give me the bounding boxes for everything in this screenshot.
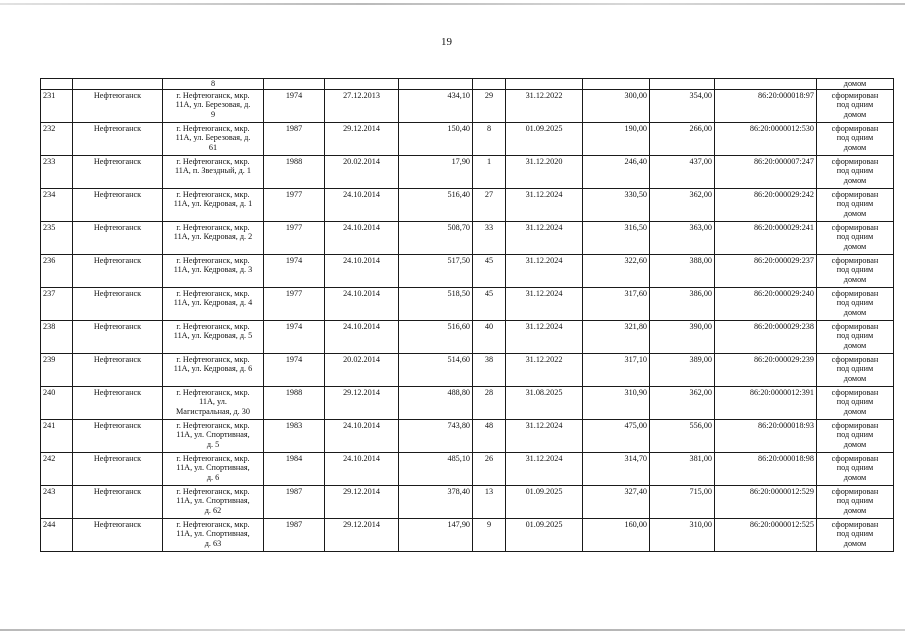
row-number: 244	[41, 518, 73, 551]
address-line: Магистральная, д. 30	[176, 406, 250, 416]
row-number: 233	[41, 155, 73, 188]
address-line: г. Нефтеюганск, мкр.	[176, 453, 250, 463]
max-cost-value: 390,00	[650, 320, 715, 353]
row-number: 234	[41, 188, 73, 221]
area-value: 434,10	[399, 89, 473, 122]
land-note-line: под одним	[836, 463, 874, 473]
cell-empty	[399, 79, 473, 90]
build-year: 1988	[264, 386, 325, 419]
land-note-line: домом	[843, 175, 867, 185]
max-cost-value: 362,00	[650, 386, 715, 419]
city-name: Нефтеюганск	[73, 353, 163, 386]
area-value: 518,50	[399, 287, 473, 320]
cadastral-number: 86:20:0000012:529	[715, 485, 817, 518]
build-year: 1988	[264, 155, 325, 188]
address-line: 11А, ул. Кедровая, д. 4	[173, 298, 253, 308]
build-year: 1977	[264, 188, 325, 221]
table-row	[41, 155, 894, 188]
address-line: д. 5	[206, 439, 220, 449]
cost-value: 322,60	[583, 254, 650, 287]
cadastral-number: 86:20:000007:247	[715, 155, 817, 188]
registry-body	[41, 79, 894, 552]
land-note	[817, 254, 894, 287]
build-year: 1987	[264, 518, 325, 551]
build-year: 1977	[264, 287, 325, 320]
land-note-line: под одним	[836, 364, 874, 374]
city-name: Нефтеюганск	[73, 386, 163, 419]
cadastral-number: 86:20:0000012:530	[715, 122, 817, 155]
cost-value: 190,00	[583, 122, 650, 155]
resident-count: 48	[473, 419, 506, 452]
build-year: 1984	[264, 452, 325, 485]
resident-count: 26	[473, 452, 506, 485]
row-number: 236	[41, 254, 73, 287]
address	[163, 386, 264, 419]
land-note-line: домом	[843, 274, 867, 284]
record-date: 24.10.2014	[325, 320, 399, 353]
address	[163, 188, 264, 221]
area-value: 485,10	[399, 452, 473, 485]
land-note-line: домом	[843, 538, 867, 548]
resident-count: 27	[473, 188, 506, 221]
page-number: 19	[441, 36, 452, 48]
area-value: 516,40	[399, 188, 473, 221]
address-line: 11А, ул.	[199, 397, 227, 407]
area-value: 514,60	[399, 353, 473, 386]
table-row	[41, 320, 894, 353]
row-number: 242	[41, 452, 73, 485]
address-line: г. Нефтеюганск, мкр.	[176, 420, 250, 430]
build-year: 1987	[264, 485, 325, 518]
record-date: 29.12.2014	[325, 518, 399, 551]
address-line: г. Нефтеюганск, мкр.	[176, 288, 250, 298]
land-note-line: домом	[843, 241, 867, 251]
max-cost-value: 715,00	[650, 485, 715, 518]
address-line: 11А, п. Звездный, д. 1	[175, 166, 251, 176]
record-date: 24.10.2014	[325, 452, 399, 485]
address-line: 11А, ул. Кедровая, д. 5	[173, 331, 253, 341]
cadastral-number: 86:20:000029:238	[715, 320, 817, 353]
land-note-line: сформирован	[831, 420, 879, 430]
land-note-line: домом	[843, 109, 867, 119]
city-name: Нефтеюганск	[73, 221, 163, 254]
address-line: 11А, ул. Березовая, д.	[175, 133, 251, 143]
cost-value: 316,50	[583, 221, 650, 254]
land-note-line: домом	[843, 142, 867, 152]
land-note-line: домом	[843, 307, 867, 317]
address	[163, 287, 264, 320]
land-note-line: домом	[843, 406, 867, 416]
address-line: д. 63	[204, 538, 222, 548]
city-name: Нефтеюганск	[73, 518, 163, 551]
land-note-line: под одним	[836, 529, 874, 539]
plan-date: 01.09.2025	[506, 518, 583, 551]
table-row	[41, 452, 894, 485]
land-note-line: сформирован	[831, 387, 879, 397]
resident-count: 40	[473, 320, 506, 353]
address-line: 11А, ул. Березовая, д.	[175, 100, 251, 110]
address	[163, 353, 264, 386]
record-date: 24.10.2014	[325, 188, 399, 221]
max-cost-value: 266,00	[650, 122, 715, 155]
max-cost-value: 354,00	[650, 89, 715, 122]
resident-count: 13	[473, 485, 506, 518]
address-line: 61	[208, 142, 218, 152]
address	[163, 89, 264, 122]
record-date: 29.12.2014	[325, 386, 399, 419]
cost-value: 300,00	[583, 89, 650, 122]
record-date: 20.02.2014	[325, 353, 399, 386]
build-year: 1983	[264, 419, 325, 452]
city-name: Нефтеюганск	[73, 452, 163, 485]
land-note-line: домом	[843, 208, 867, 218]
cost-value: 327,40	[583, 485, 650, 518]
area-value: 517,50	[399, 254, 473, 287]
address-line: 11А, ул. Спортивная,	[176, 430, 250, 440]
land-note-line: под одним	[836, 331, 874, 341]
table-row	[41, 353, 894, 386]
cadastral-number: 86:20:0000012:391	[715, 386, 817, 419]
address-line: д. 62	[204, 505, 222, 515]
plan-date: 31.12.2024	[506, 254, 583, 287]
plan-date: 01.09.2025	[506, 485, 583, 518]
address-line: г. Нефтеюганск, мкр.	[176, 123, 250, 133]
area-value: 488,80	[399, 386, 473, 419]
address	[163, 518, 264, 551]
land-note	[817, 155, 894, 188]
cost-value: 330,50	[583, 188, 650, 221]
max-cost-value: 437,00	[650, 155, 715, 188]
address-line: г. Нефтеюганск, мкр.	[176, 519, 250, 529]
plan-date: 31.12.2024	[506, 287, 583, 320]
record-date: 24.10.2014	[325, 221, 399, 254]
table-row	[41, 386, 894, 419]
row-number: 232	[41, 122, 73, 155]
record-date: 29.12.2014	[325, 485, 399, 518]
max-cost-value: 362,00	[650, 188, 715, 221]
plan-date: 31.12.2024	[506, 320, 583, 353]
land-note-line: сформирован	[831, 222, 879, 232]
continuation-row	[41, 79, 894, 90]
table-row	[41, 419, 894, 452]
city-name: Нефтеюганск	[73, 485, 163, 518]
row-number: 231	[41, 89, 73, 122]
housing-registry-table	[40, 78, 894, 552]
area-value: 508,70	[399, 221, 473, 254]
cell-empty	[583, 79, 650, 90]
land-note	[817, 320, 894, 353]
max-cost-value: 556,00	[650, 419, 715, 452]
cost-value: 321,80	[583, 320, 650, 353]
plan-date: 31.12.2024	[506, 188, 583, 221]
cadastral-number: 86:20:000018:97	[715, 89, 817, 122]
land-note-line: под одним	[836, 298, 874, 308]
max-cost-value: 310,00	[650, 518, 715, 551]
table-row	[41, 254, 894, 287]
land-note-line: сформирован	[831, 156, 879, 166]
scan-bottom-edge	[0, 629, 905, 631]
address-line: г. Нефтеюганск, мкр.	[176, 387, 250, 397]
address-line: 11А, ул. Кедровая, д. 2	[173, 232, 253, 242]
row-number: 241	[41, 419, 73, 452]
land-note-line: под одним	[836, 133, 874, 143]
scan-top-edge	[0, 3, 905, 5]
land-note-line: домом	[843, 439, 867, 449]
land-note-line: под одним	[836, 166, 874, 176]
record-date: 29.12.2014	[325, 122, 399, 155]
area-value: 150,40	[399, 122, 473, 155]
build-year: 1974	[264, 353, 325, 386]
land-note	[817, 386, 894, 419]
cost-value: 160,00	[583, 518, 650, 551]
record-date: 27.12.2013	[325, 89, 399, 122]
cell-empty	[650, 79, 715, 90]
cell-empty	[264, 79, 325, 90]
max-cost-value: 386,00	[650, 287, 715, 320]
build-year: 1974	[264, 89, 325, 122]
area-value: 743,80	[399, 419, 473, 452]
area-value: 17,90	[399, 155, 473, 188]
cell-empty	[73, 79, 163, 90]
max-cost-value: 381,00	[650, 452, 715, 485]
city-name: Нефтеюганск	[73, 155, 163, 188]
area-value: 378,40	[399, 485, 473, 518]
max-cost-value: 388,00	[650, 254, 715, 287]
city-name: Нефтеюганск	[73, 320, 163, 353]
row-number: 237	[41, 287, 73, 320]
resident-count: 33	[473, 221, 506, 254]
address-line: г. Нефтеюганск, мкр.	[176, 189, 250, 199]
land-note-line: домом	[843, 373, 867, 383]
record-date: 24.10.2014	[325, 287, 399, 320]
record-date: 24.10.2014	[325, 254, 399, 287]
land-note	[817, 221, 894, 254]
resident-count: 1	[473, 155, 506, 188]
table-row	[41, 89, 894, 122]
land-note-line: домом	[843, 505, 867, 515]
address	[163, 485, 264, 518]
max-cost-value: 389,00	[650, 353, 715, 386]
land-note-line: под одним	[836, 199, 874, 209]
address-line: 11А, ул. Спортивная,	[176, 463, 250, 473]
resident-count: 45	[473, 287, 506, 320]
address	[163, 254, 264, 287]
area-value: 147,90	[399, 518, 473, 551]
plan-date: 01.09.2025	[506, 122, 583, 155]
city-name: Нефтеюганск	[73, 254, 163, 287]
max-cost-value: 363,00	[650, 221, 715, 254]
plan-date: 31.12.2020	[506, 155, 583, 188]
cell-empty	[715, 79, 817, 90]
land-note	[817, 122, 894, 155]
plan-date: 31.08.2025	[506, 386, 583, 419]
land-note-line: сформирован	[831, 354, 879, 364]
cost-value: 475,00	[583, 419, 650, 452]
address-line: 11А, ул. Кедровая, д. 6	[173, 364, 253, 374]
resident-count: 9	[473, 518, 506, 551]
cadastral-number: 86:20:000029:239	[715, 353, 817, 386]
land-note-line: сформирован	[831, 486, 879, 496]
address-line: 11А, ул. Кедровая, д. 3	[173, 265, 253, 275]
cadastral-number: 86:20:000018:98	[715, 452, 817, 485]
plan-date: 31.12.2024	[506, 221, 583, 254]
cell-empty	[41, 79, 73, 90]
address	[163, 452, 264, 485]
table-row	[41, 287, 894, 320]
land-note	[817, 518, 894, 551]
cost-value: 317,10	[583, 353, 650, 386]
address	[163, 155, 264, 188]
cell-empty	[325, 79, 399, 90]
land-note	[817, 485, 894, 518]
build-year: 1974	[264, 254, 325, 287]
land-note	[817, 287, 894, 320]
land-note-line: под одним	[836, 232, 874, 242]
cadastral-number: 86:20:000018:93	[715, 419, 817, 452]
row-number: 243	[41, 485, 73, 518]
address-line: 11А, ул. Спортивная,	[176, 529, 250, 539]
table-row	[41, 188, 894, 221]
address	[163, 122, 264, 155]
resident-count: 38	[473, 353, 506, 386]
land-note-line: сформирован	[831, 123, 879, 133]
land-note	[817, 353, 894, 386]
address-line: 9	[210, 109, 216, 119]
plan-date: 31.12.2022	[506, 353, 583, 386]
table-row	[41, 221, 894, 254]
land-note	[817, 89, 894, 122]
cadastral-number: 86:20:000029:241	[715, 221, 817, 254]
land-note	[817, 188, 894, 221]
land-note	[817, 452, 894, 485]
resident-count: 8	[473, 122, 506, 155]
record-date: 20.02.2014	[325, 155, 399, 188]
plan-date: 31.12.2022	[506, 89, 583, 122]
cadastral-number: 86:20:000029:240	[715, 287, 817, 320]
cost-value: 310,90	[583, 386, 650, 419]
address-line: 11А, ул. Спортивная,	[176, 496, 250, 506]
address	[163, 221, 264, 254]
cost-value: 314,70	[583, 452, 650, 485]
cell-empty	[473, 79, 506, 90]
record-date: 24.10.2014	[325, 419, 399, 452]
land-note-line: под одним	[836, 100, 874, 110]
area-value: 516,60	[399, 320, 473, 353]
plan-date: 31.12.2024	[506, 419, 583, 452]
city-name: Нефтеюганск	[73, 122, 163, 155]
land-note-line: сформирован	[831, 453, 879, 463]
row-number: 239	[41, 353, 73, 386]
address-line: д. 6	[206, 472, 220, 482]
city-name: Нефтеюганск	[73, 89, 163, 122]
cost-value: 317,60	[583, 287, 650, 320]
address-line: 11А, ул. Кедровая, д. 1	[173, 199, 253, 209]
build-year: 1977	[264, 221, 325, 254]
address-line: г. Нефтеюганск, мкр.	[176, 156, 250, 166]
land-note-line: сформирован	[831, 90, 879, 100]
resident-count: 28	[473, 386, 506, 419]
table-row	[41, 518, 894, 551]
land-note-line: под одним	[836, 496, 874, 506]
note-continuation: домом	[817, 79, 894, 90]
cadastral-number: 86:20:0000012:525	[715, 518, 817, 551]
land-note-line: сформирован	[831, 288, 879, 298]
city-name: Нефтеюганск	[73, 188, 163, 221]
land-note-line: домом	[843, 472, 867, 482]
table-row	[41, 122, 894, 155]
land-note-line: под одним	[836, 397, 874, 407]
city-name: Нефтеюганск	[73, 419, 163, 452]
resident-count: 45	[473, 254, 506, 287]
plan-date: 31.12.2024	[506, 452, 583, 485]
land-note-line: сформирован	[831, 321, 879, 331]
land-note-line: сформирован	[831, 519, 879, 529]
cost-value: 246,40	[583, 155, 650, 188]
address	[163, 320, 264, 353]
resident-count: 29	[473, 89, 506, 122]
build-year: 1974	[264, 320, 325, 353]
address-line: г. Нефтеюганск, мкр.	[176, 222, 250, 232]
table-row	[41, 485, 894, 518]
row-number: 240	[41, 386, 73, 419]
land-note	[817, 419, 894, 452]
build-year: 1987	[264, 122, 325, 155]
address-continuation: 8	[163, 79, 264, 90]
land-note-line: сформирован	[831, 255, 879, 265]
land-note-line: домом	[843, 340, 867, 350]
land-note-line: сформирован	[831, 189, 879, 199]
cell-empty	[506, 79, 583, 90]
address-line: г. Нефтеюганск, мкр.	[176, 255, 250, 265]
land-note-line: под одним	[836, 430, 874, 440]
land-note-line: под одним	[836, 265, 874, 275]
address-line: г. Нефтеюганск, мкр.	[176, 354, 250, 364]
cadastral-number: 86:20:000029:237	[715, 254, 817, 287]
cadastral-number: 86:20:000029:242	[715, 188, 817, 221]
city-name: Нефтеюганск	[73, 287, 163, 320]
address-line: г. Нефтеюганск, мкр.	[176, 90, 250, 100]
row-number: 238	[41, 320, 73, 353]
row-number: 235	[41, 221, 73, 254]
address-line: г. Нефтеюганск, мкр.	[176, 486, 250, 496]
address	[163, 419, 264, 452]
address-line: г. Нефтеюганск, мкр.	[176, 321, 250, 331]
